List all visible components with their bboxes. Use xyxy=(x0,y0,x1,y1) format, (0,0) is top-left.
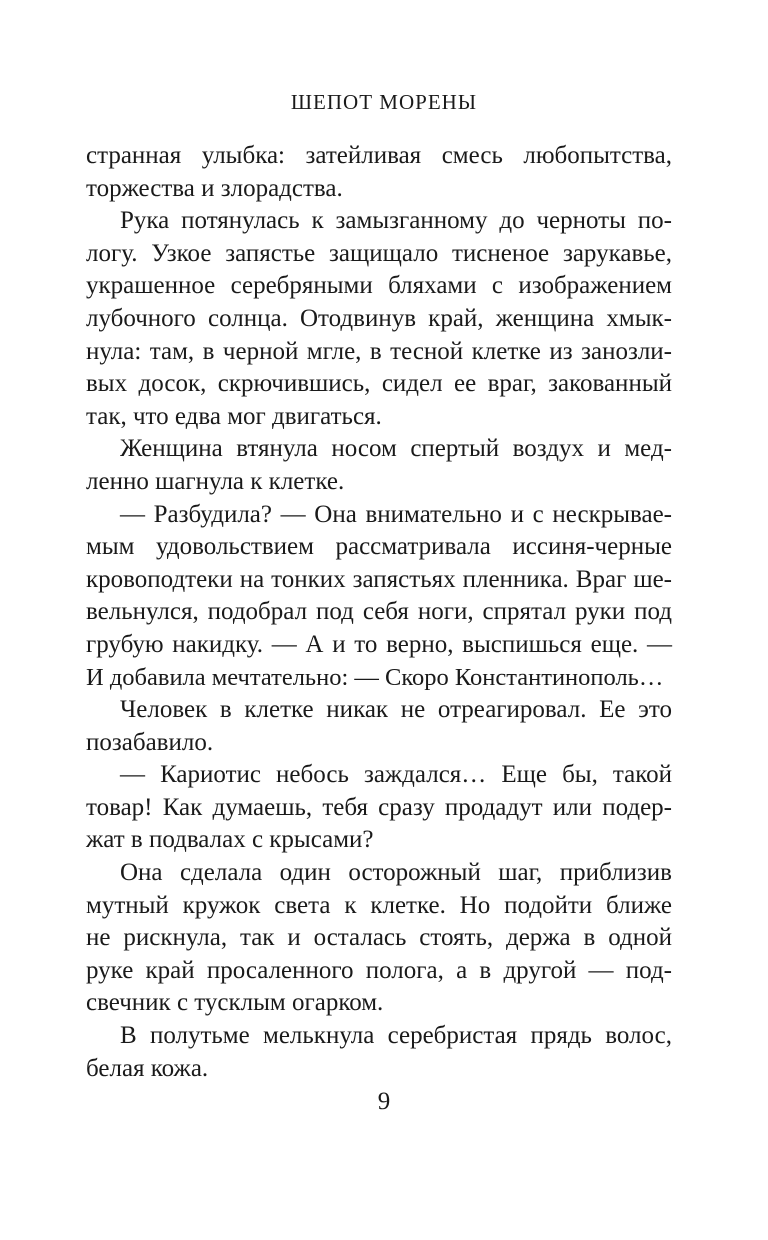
text-line: кровоподтеки на тонких запястьях пленника. Враг ше- xyxy=(86,565,672,593)
text-line: — Кариотис небось заждался… Еще бы, такой xyxy=(120,761,672,789)
text-line: руке край просаленного полога, а в другой — под- xyxy=(86,956,672,984)
text-line: мым удовольствием рассматривала иссиня-черные xyxy=(86,533,672,561)
text-line: мутный кружок света к клетке. Но подойти ближе xyxy=(86,891,672,919)
running-title: ШЕПОТ МОРЕНЫ xyxy=(290,90,478,114)
body-text xyxy=(86,140,672,1085)
text-line: Рука потянулась к замызганному до черноты по- xyxy=(120,207,672,235)
text-line: — Разбудила? — Она внимательно и с нескрывае- xyxy=(120,500,672,528)
text-line: И добавила мечтательно: — Скоро Константинополь… xyxy=(86,663,664,691)
text-line: не рискнула, так и осталась стоять, держа в одной xyxy=(86,924,672,952)
text-line: позабавило. xyxy=(86,728,214,756)
page-number: 9 xyxy=(377,1088,391,1115)
text-line: грубую накидку. — А и то верно, выспишься еще. — xyxy=(86,630,672,658)
text-line: товар! Как думаешь, тебя сразу продадут или подер- xyxy=(86,793,672,821)
text-line: нула: там, в черной мгле, в тесной клетке из занозли- xyxy=(86,337,672,365)
text-line: жат в подвалах с крысами? xyxy=(86,826,374,854)
text-line: В полутьме мелькнула серебристая прядь волос, xyxy=(120,1022,672,1050)
text-line: вельнулся, подобрал под себя ноги, спрятал руки под xyxy=(86,598,672,626)
text-line: украшенное серебряными бляхами с изображением xyxy=(86,272,672,300)
text-line: вых досок, скрючившись, сидел ее враг, закованный xyxy=(86,370,672,398)
text-line: Человек в клетке никак не отреагировал. Ее это xyxy=(120,696,672,724)
text-line: лубочного солнца. Отодвинув край, женщина хмык- xyxy=(86,304,672,332)
text-line: белая кожа. xyxy=(86,1054,209,1082)
text-line: Она сделала один осторожный шаг, приблизив xyxy=(120,859,672,887)
text-line: свечник с тусклым огарком. xyxy=(86,989,384,1017)
text-line: торжества и злорадства. xyxy=(86,174,343,202)
text-line: логу. Узкое запястье защищало тисненое зарукавье, xyxy=(86,239,672,267)
text-line: ленно шагнула к клетке. xyxy=(86,467,345,495)
text-line: Женщина втянула носом спертый воздух и мед- xyxy=(120,435,672,463)
text-line: странная улыбка: затейливая смесь любопытства, xyxy=(86,142,672,169)
text-line: так, что едва мог двигаться. xyxy=(86,402,382,430)
